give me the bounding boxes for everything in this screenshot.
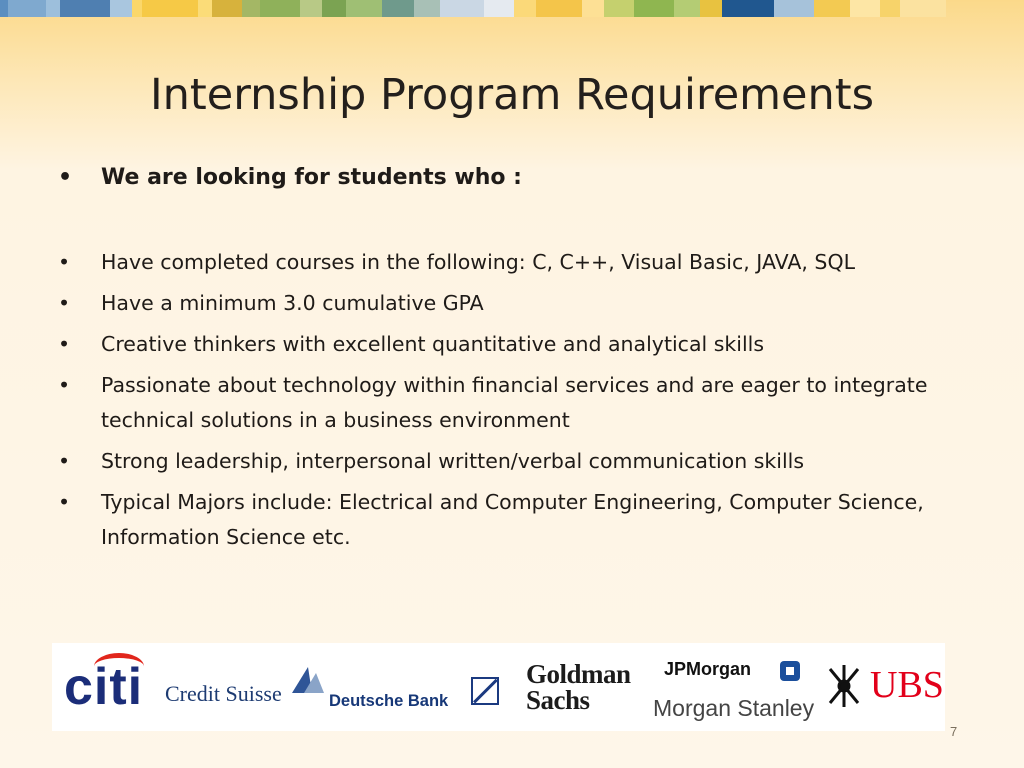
page-number: 7 [950, 724, 958, 739]
decorative-color-strip [0, 0, 1024, 17]
list-item-text: Have completed courses in the following: C, C++, Visual Basic, JAVA, SQL [101, 250, 855, 274]
bank-logos-strip [52, 643, 945, 731]
list-item [58, 286, 958, 321]
lead-bullet [58, 160, 958, 195]
list-item [58, 245, 958, 280]
slide-title: Internship Program Requirements [149, 70, 875, 120]
requirements-list [58, 160, 958, 561]
list-item [58, 444, 958, 479]
list-item-text: Creative thinkers with excellent quantitative and analytical skills [101, 332, 765, 356]
bullet-glyph: • [58, 449, 71, 473]
jpmorgan-logo: JPMorgan [664, 659, 752, 679]
bullet-glyph: • [58, 165, 73, 190]
list-item [58, 485, 958, 555]
bullet-glyph: • [58, 250, 71, 274]
deutsche-bank-slash-icon [471, 677, 499, 705]
bullet-glyph: • [58, 332, 71, 356]
ubs-logo: UBS [870, 664, 944, 706]
list-item-text: Typical Majors include: Electrical and Computer Engineering, Computer Science, Information Science etc. [101, 490, 924, 549]
goldman-sachs-logo [526, 661, 636, 713]
credit-suisse-sails-icon [290, 665, 326, 695]
list-item-text: Strong leadership, interpersonal written/verbal communication skills [101, 449, 805, 473]
list-item [58, 327, 958, 362]
list-item-text: Have a minimum 3.0 cumulative GPA [101, 291, 484, 315]
citi-wordmark: citi [64, 658, 144, 716]
lead-bullet-text: We are looking for students who : [101, 165, 522, 190]
bullet-glyph: • [58, 373, 71, 397]
jpmorgan-octagon-icon [780, 661, 800, 681]
bullet-glyph: • [58, 490, 71, 514]
citi-arc-icon [94, 653, 144, 680]
bullet-glyph: • [58, 291, 71, 315]
citi-logo [64, 659, 143, 715]
list-item [58, 368, 958, 438]
morgan-stanley-logo: Morgan Stanley [653, 695, 815, 721]
deutsche-bank-logo: Deutsche Bank [329, 692, 449, 710]
list-item-text: Passionate about technology within financial services and are eager to integrate technical solutions in a business environment [101, 373, 928, 432]
credit-suisse-logo: Credit Suisse [165, 681, 282, 706]
ubs-keys-icon [822, 663, 866, 709]
goldman-sachs-wordmark: Goldman Sachs [526, 659, 631, 715]
